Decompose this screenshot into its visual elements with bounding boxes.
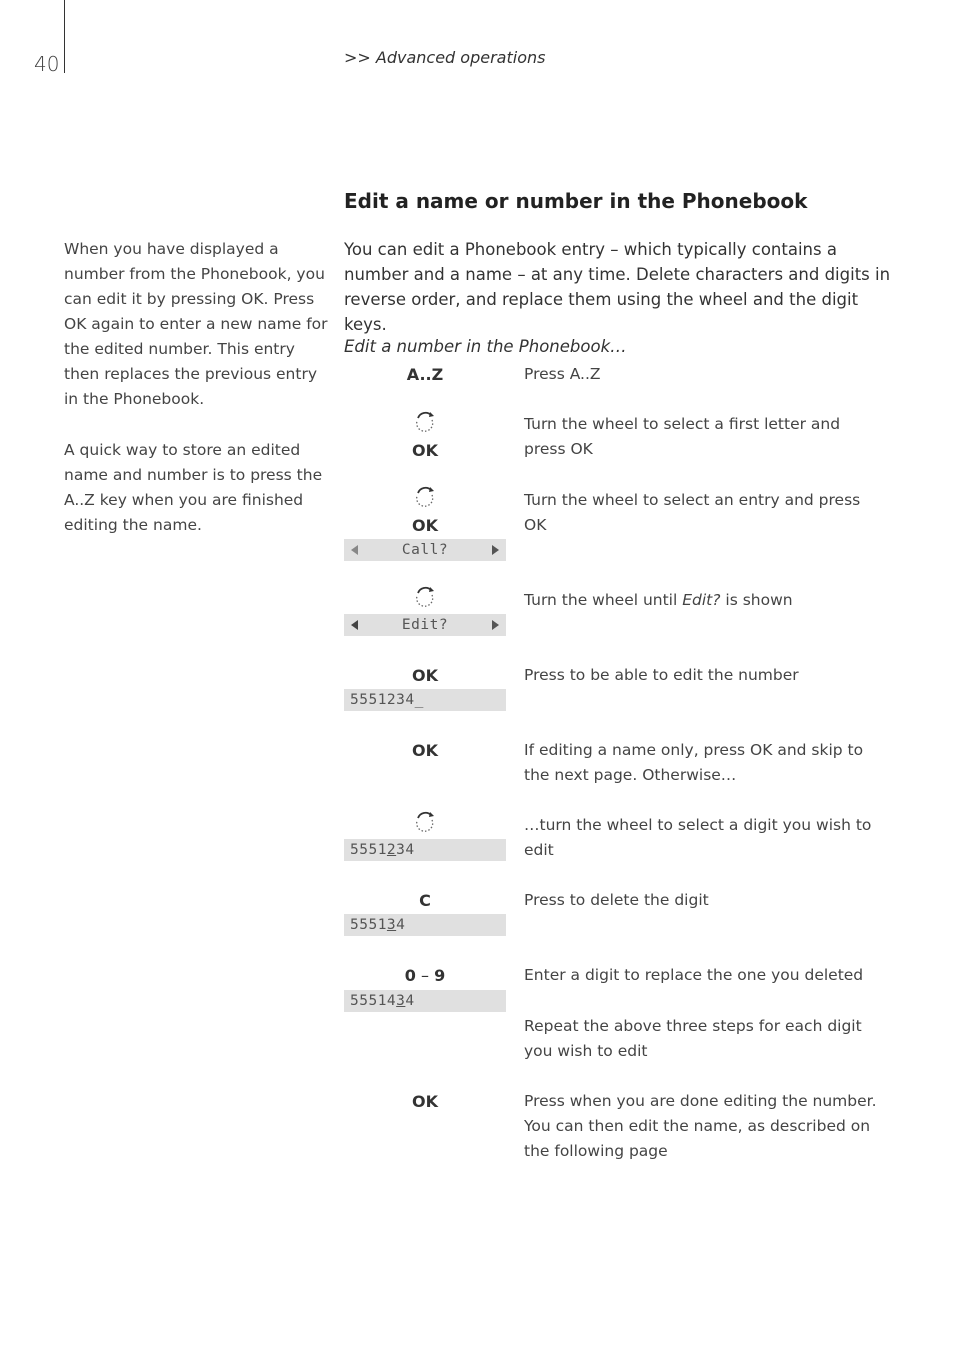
side-note-paragraph: A quick way to store an edited name and number is to press the A..Z key when you are finished editing the name. — [64, 441, 323, 534]
step-description — [524, 588, 886, 613]
key-ok: OK — [412, 441, 438, 460]
display-call — [344, 539, 506, 561]
display-text: 5551 — [350, 842, 387, 858]
key-digits — [344, 963, 506, 988]
key-label: 9 — [434, 966, 446, 985]
display-text: 34 — [396, 842, 415, 858]
section-subheading: Edit a number in the Phonebook… — [344, 337, 627, 356]
key-c: C — [419, 891, 431, 910]
wheel-icon — [414, 486, 436, 508]
step-description: Press A..Z — [524, 365, 601, 383]
step-text: is shown — [720, 591, 793, 609]
display-number — [344, 914, 506, 936]
key-ok: OK — [412, 666, 438, 685]
display-text: 4 — [405, 993, 415, 1009]
page-title: Edit a name or number in the Phonebook — [344, 189, 808, 213]
step-description: Turn the wheel to select an entry and press OK — [524, 491, 861, 534]
step-description: Enter a digit to replace the one you deleted — [524, 966, 864, 984]
breadcrumb: >> Advanced operations — [344, 48, 546, 67]
side-note-paragraph: When you have displayed a number from the Phonebook, you can edit it by pressing OK. Press OK again to enter a new name for the edited number. This entry then replaces the previous entry in the Phonebook. — [64, 240, 328, 408]
display-text: Call? — [401, 542, 449, 558]
step-description: Press when you are done editing the number. You can then edit the name, as described on the following page — [524, 1092, 877, 1160]
display-number — [344, 990, 506, 1012]
key-az: A..Z — [406, 365, 444, 384]
arrow-right-icon — [492, 545, 499, 555]
display-number — [344, 839, 506, 861]
wheel-icon — [414, 586, 436, 608]
wheel-icon — [414, 811, 436, 833]
selected-digit: 3 — [396, 993, 406, 1009]
step-text: Turn the wheel until — [524, 591, 683, 609]
display-text: 5551 — [350, 917, 387, 933]
display-text: 4 — [396, 917, 406, 933]
cursor: _ — [414, 692, 424, 708]
display-text: Edit? — [401, 617, 449, 633]
step-description: Repeat the above three steps for each digit you wish to edit — [524, 1017, 862, 1060]
selected-digit: 2 — [386, 842, 397, 858]
key-ok: OK — [412, 741, 438, 760]
step-description: Turn the wheel to select a first letter and press OK — [524, 415, 841, 458]
arrow-left-icon — [351, 620, 358, 630]
step-emphasis: Edit? — [682, 591, 721, 609]
side-note — [64, 237, 334, 564]
display-number — [344, 689, 506, 711]
page-number: 40 — [34, 52, 60, 76]
page-margin-rule — [64, 0, 65, 73]
step-description: …turn the wheel to select a digit you wish to edit — [524, 816, 872, 859]
key-label: 0 — [404, 966, 416, 985]
key-ok: OK — [412, 516, 438, 535]
key-ok: OK — [412, 1092, 438, 1111]
selected-digit: 3 — [386, 917, 397, 933]
intro-paragraph: You can edit a Phonebook entry – which typically contains a number and a name – at any time. Delete characters and digits in reverse order, and replace them using the wheel and the digit keys. — [344, 240, 891, 334]
step-description: Press to delete the digit — [524, 891, 709, 909]
display-text: 5551234 — [350, 692, 415, 708]
arrow-left-icon — [351, 545, 358, 555]
display-text: 55514 — [350, 993, 397, 1009]
key-separator: – — [415, 966, 435, 985]
wheel-icon — [414, 411, 436, 433]
step-description: Press to be able to edit the number — [524, 666, 799, 684]
display-edit — [344, 614, 506, 636]
step-description: If editing a name only, press OK and skip to the next page. Otherwise… — [524, 741, 864, 784]
arrow-right-icon — [492, 620, 499, 630]
